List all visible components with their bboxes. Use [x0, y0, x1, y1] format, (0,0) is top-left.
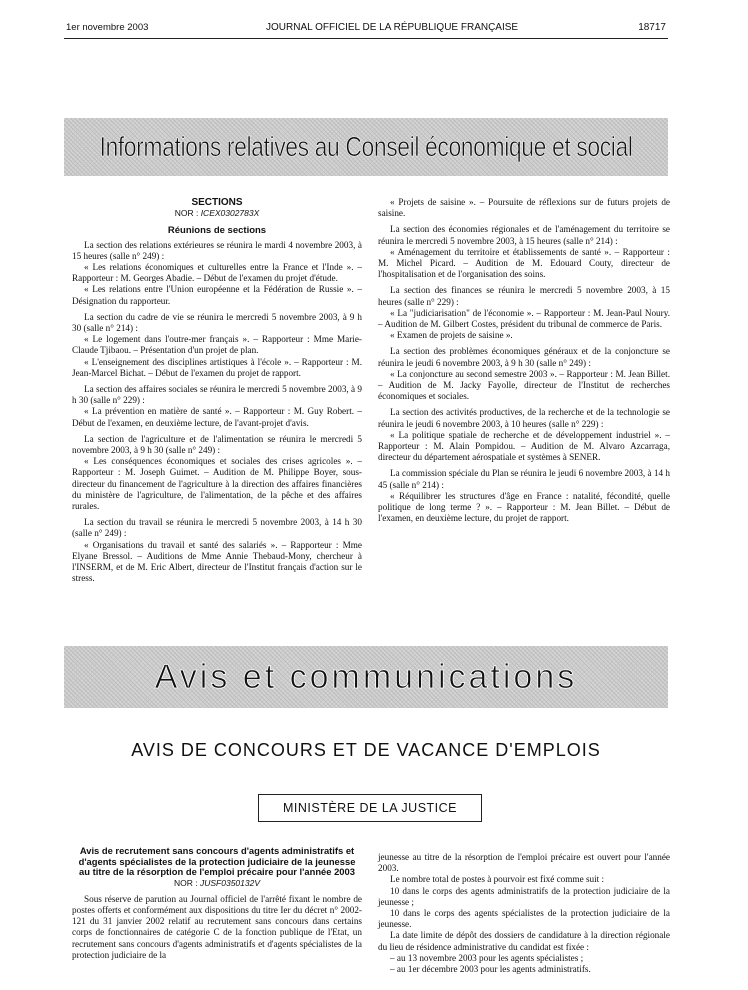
paragraph: « L'enseignement des disciplines artistiques à l'école ». – Rapporteur : M. Jean-Marcel Bichat. – Début de l'examen du projet de rapport. [72, 356, 362, 378]
paragraph: La section des activités productives, de la recherche et de la technologie se réunira le jeudi 6 novembre 2003, à 10 heures (salle n° 229) : [378, 407, 670, 429]
avis-title: AVIS DE CONCOURS ET DE VACANCE D'EMPLOIS [131, 740, 601, 760]
nor-code: ICEX0302783X [200, 208, 260, 219]
paragraph: – au 1er décembre 2003 pour les agents administratifs. [390, 964, 591, 975]
paragraph: Sous réserve de parution au Journal officiel de l'arrêté fixant le nombre de postes offerts et conformément aux dispositions du titre Ier du décret n° 2002-121 du 31 janvier 2002 relatif au recrutement sans concours dans certains corps de fonctionnaires de catégorie C de la fonction publique de l'Etat, un recrutement sans concours d'agents administratifs et d'agents spécialistes de la protection judiciaire de la [72, 893, 362, 960]
banner-conseil-text: Informations relatives au Conseil économique et social [99, 131, 633, 162]
paragraph: « La politique spatiale de recherche et de développement industriel ». – Rapporteur : M. Alain Pompidou. – Audition de M. Alvaro Azcarraga, directeur du département aérospatiale et systèmes à SENER. [378, 429, 670, 463]
paragraph: « Organisations du travail et santé des salariés ». – Rapporteur : Mme Elyane Bressol. – Auditions de Mme Annie Thebaud-Mony, chercheur à l'INSERM, et de M. Eric Albert, directeur de l'Institut français d'action sur le stress. [72, 539, 362, 584]
sections-nor [72, 208, 362, 219]
paragraph: La section des économies régionales et de l'aménagement du territoire se réunira le mercredi 5 novembre 2003, à 15 heures (salle n° 214) : [378, 224, 670, 246]
avis-right-column [378, 852, 670, 975]
paragraph: jeunesse au titre de la résorption de l'emploi précaire est ouvert pour l'année 2003. [378, 852, 670, 874]
paragraph: La section des relations extérieures se réunira le mardi 4 novembre 2003, à 15 heures (salle n° 249) : [72, 239, 362, 261]
paragraph: « Les conséquences économiques et sociales des crises agricoles ». – Rapporteur : M. Joseph Guimet. – Audition de M. Philippe Boyer, sous-directeur du financement de l'agriculture à la direction des affaires financières du ministère de l'agriculture, de l'alimentation, de la pêche et des affaires rurales. [72, 456, 362, 512]
avis-left-column [72, 846, 362, 961]
nor-label: NOR : [174, 877, 200, 888]
sections-right-column [378, 197, 670, 524]
header-journal-title: JOURNAL OFFICIEL DE LA RÉPUBLIQUE FRANÇAISE [266, 22, 519, 33]
nor-label: NOR : [174, 208, 201, 219]
paragraph: 10 dans le corps des agents spécialistes de la protection judiciaire de la jeunesse. [378, 908, 670, 930]
banner-avis-text: Avis et communications [154, 657, 578, 696]
banner-avis [64, 646, 668, 708]
paragraph: « La "judiciarisation" de l'économie ». – Rapporteur : M. Jean-Paul Noury. – Audition de M. Gilbert Costes, président du tribunal de commerce de Paris. [378, 307, 670, 330]
paragraph: « Aménagement du territoire et établissements de santé ». – Rapporteur : M. Michel Picard. – Audition de M. Edouard Couty, directeur de l'hospitalisation et de l'organisation des soins. [378, 246, 670, 280]
ministere-box [258, 794, 482, 822]
paragraph: – au 13 novembre 2003 pour les agents spécialistes ; [390, 952, 584, 963]
nor-code: JUSF0350132V [199, 877, 260, 888]
paragraph: La section de l'agriculture et de l'alimentation se réunira le mercredi 5 novembre 2003, à 9 h 30 (salle n° 249) : [72, 433, 362, 456]
ministere-label: MINISTÈRE DE LA JUSTICE [282, 801, 458, 815]
paragraph: La commission spéciale du Plan se réunira le jeudi 6 novembre 2003, à 14 h 45 (salle n° 214) : [378, 468, 670, 490]
paragraph: « Les relations économiques et culturelles entre la France et l'Inde ». – Rapporteur : M. Georges Abadie. – Début de l'examen du projet d'étude. [72, 262, 362, 284]
paragraph: 10 dans le corps des agents administratifs de la protection judiciaire de la jeunesse ; [378, 885, 670, 907]
paragraph: « Le logement dans l'outre-mer français ». – Rapporteur : Mme Marie-Claude Tjibaou. – Présentation d'un projet de plan. [72, 334, 362, 356]
paragraph: La section des problèmes économiques généraux et de la conjoncture se réunira le jeudi 6 novembre 2003, à 9 h 30 (salle n° 249) : [378, 346, 670, 368]
paragraph: La section des affaires sociales se réunira le mercredi 5 novembre 2003, à 9 h 30 (salle n° 229) : [72, 384, 362, 406]
banner-conseil [64, 118, 668, 176]
paragraph: « Projets de saisine ». – Poursuite de réflexions sur de futurs projets de saisine. [378, 197, 670, 219]
sections-left-column [72, 197, 362, 585]
header-date: 1er novembre 2003 [66, 22, 149, 33]
header-page-number: 18717 [638, 22, 666, 33]
paragraph: Le nombre total de postes à pourvoir est fixé comme suit : [390, 874, 605, 885]
paragraph: La date limite de dépôt des dossiers de candidature à la direction régionale du lieu de résidence administrative du candidat est fixée : [378, 930, 670, 952]
sections-title: SECTIONS [191, 197, 243, 208]
recruitment-title: Avis de recrutement sans concours d'agents administratifs et d'agents spécialistes de la protection judiciaire de la jeunesse au titre de la résorption de l'emploi précaire pour l'année 2003 [78, 845, 356, 877]
paragraph: « Les relations entre l'Union européenne et la Fédération de Russie ». – Désignation du rapporteur. [72, 284, 362, 306]
recruitment-nor [72, 878, 362, 889]
paragraph: La section du cadre de vie se réunira le mercredi 5 novembre 2003, à 9 h 30 (salle n° 214) : [72, 311, 362, 334]
paragraph: La section du travail se réunira le mercredi 5 novembre 2003, à 14 h 30 (salle n° 249) : [72, 517, 362, 539]
paragraph: « La conjoncture au second semestre 2003 ». – Rapporteur : M. Jean Billet. – Audition de M. Jacky Fayolle, directeur de l'Institut de recherches économiques et sociales. [378, 368, 670, 402]
sections-subtitle: Réunions de sections [167, 225, 267, 237]
paragraph: « Examen de projets de saisine ». [390, 330, 513, 341]
header-rule [64, 38, 668, 39]
paragraph: La section des finances se réunira le mercredi 5 novembre 2003, à 15 heures (salle n° 229) : [378, 285, 670, 307]
paragraph: « Réquilibrer les structures d'âge en France : natalité, fécondité, quelle politique de long terme ? ». – Rapporteur : M. Jean Billet. – Début de l'examen, en deuxième lecture, du projet de rapport. [378, 490, 670, 524]
paragraph: « La prévention en matière de santé ». – Rapporteur : M. Guy Robert. – Début de l'examen, en deuxième lecture, de l'avant-projet d'avis. [72, 406, 362, 428]
